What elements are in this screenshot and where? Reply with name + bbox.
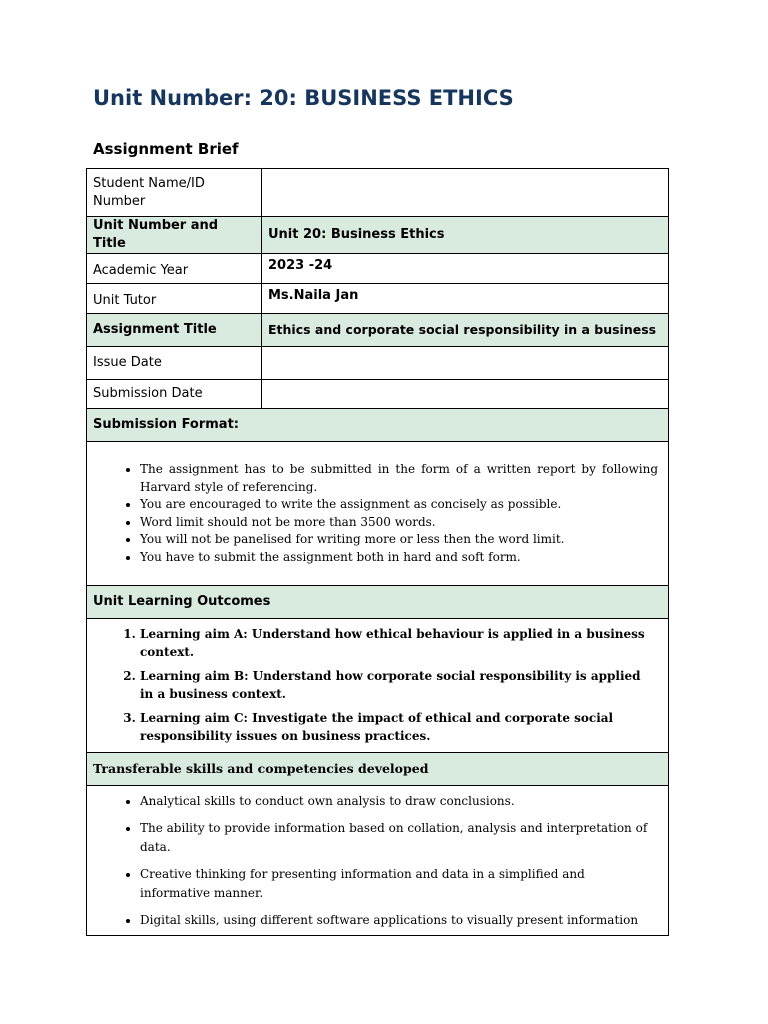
unit-value: Unit 20: Business Ethics xyxy=(262,217,669,254)
unit-label: Unit Number and Title xyxy=(87,217,262,254)
submission-format-list xyxy=(93,461,660,566)
list-item: • Word limit should not be more than 3500 words. xyxy=(140,514,658,532)
list-item: • You have to submit the assignment both in hard and soft form. xyxy=(140,549,658,567)
submission-format-body-row xyxy=(87,442,669,586)
student-row xyxy=(87,169,669,217)
skills-cell xyxy=(87,786,669,936)
tutor-value: Ms.Naila Jan xyxy=(262,284,669,314)
document-title: Unit Number: 20: BUSINESS ETHICS xyxy=(93,86,514,110)
list-item: 2. Learning aim B: Understand how corporate social responsibility is applied in a business context. xyxy=(140,668,658,703)
skills-body-row xyxy=(87,786,669,936)
list-item: • Creative thinking for presenting information and data in a simplified and informative manner. xyxy=(140,865,658,903)
submission-format-header-row xyxy=(87,409,669,442)
year-label: Academic Year xyxy=(87,254,262,284)
skills-header-row xyxy=(87,753,669,786)
issue-date-value xyxy=(262,347,669,380)
assignment-brief-heading: Assignment Brief xyxy=(93,140,239,158)
list-item: • The ability to provide information based on collation, analysis and interpretation of data. xyxy=(140,819,658,857)
assignment-brief-table xyxy=(86,168,669,936)
learning-outcomes-body-row xyxy=(87,619,669,753)
submission-format-heading: Submission Format: xyxy=(87,409,669,442)
skills-heading: Transferable skills and competencies developed xyxy=(87,753,669,786)
submission-date-row xyxy=(87,380,669,409)
list-item: • You will not be panelised for writing more or less then the word limit. xyxy=(140,531,658,549)
tutor-row xyxy=(87,284,669,314)
submission-date-label: Submission Date xyxy=(87,380,262,409)
assignment-title-label: Assignment Title xyxy=(87,314,262,347)
list-item: • Digital skills, using different software applications to visually present information xyxy=(140,911,658,930)
unit-row xyxy=(87,217,669,254)
list-item: • You are encouraged to write the assignment as concisely as possible. xyxy=(140,496,658,514)
list-item: 3. Learning aim C: Investigate the impact of ethical and corporate social responsibility issues on business practices. xyxy=(140,710,658,745)
submission-format-cell xyxy=(87,442,669,586)
assignment-title-value: Ethics and corporate social responsibility in a business xyxy=(262,314,669,347)
student-label: Student Name/ID Number xyxy=(87,169,262,217)
issue-date-row xyxy=(87,347,669,380)
learning-outcomes-cell xyxy=(87,619,669,753)
tutor-label: Unit Tutor xyxy=(87,284,262,314)
list-item: • The assignment has to be submitted in the form of a written report by following Harvard style of referencing. xyxy=(140,461,658,496)
learning-outcomes-header-row xyxy=(87,586,669,619)
year-value: 2023 -24 xyxy=(262,254,669,284)
student-value xyxy=(262,169,669,217)
skills-list xyxy=(93,792,660,930)
list-item: 1. Learning aim A: Understand how ethical behaviour is applied in a business context. xyxy=(140,626,658,661)
year-row xyxy=(87,254,669,284)
list-item: • Analytical skills to conduct own analysis to draw conclusions. xyxy=(140,792,658,811)
submission-date-value xyxy=(262,380,669,409)
issue-date-label: Issue Date xyxy=(87,347,262,380)
learning-outcomes-heading: Unit Learning Outcomes xyxy=(87,586,669,619)
assignment-title-row xyxy=(87,314,669,347)
learning-outcomes-list xyxy=(93,626,660,745)
